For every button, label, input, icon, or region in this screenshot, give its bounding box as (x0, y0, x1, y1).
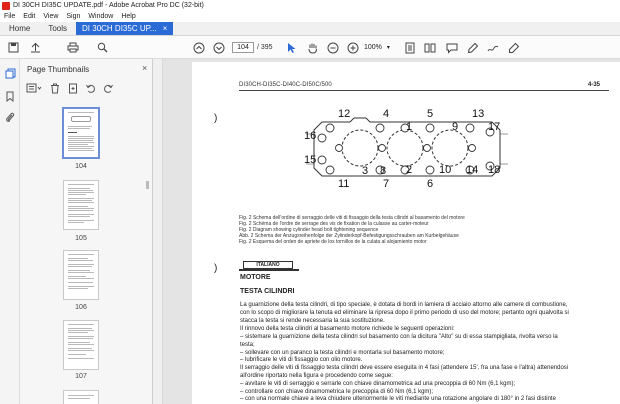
bolt-label: 10 (439, 164, 452, 176)
toolbar (0, 36, 620, 59)
print-icon[interactable] (67, 41, 79, 54)
page-total: / 395 (257, 44, 273, 51)
body-text: – con una normale chiave a leva chiudere ulteriormente le viti mediante una rotazione angolare di 180° in 2 fasi distinte (240, 396, 556, 402)
thumbnail-label: 106 (75, 304, 87, 311)
panel-scrollbar[interactable] (145, 104, 150, 404)
menu-file[interactable]: File (4, 13, 16, 20)
acrobat-logo-icon (2, 2, 10, 10)
bolt-label: 15 (304, 154, 317, 166)
bolt-label: 17 (488, 121, 501, 133)
bolt-label: 18 (488, 164, 501, 176)
tab-home[interactable]: Home (9, 24, 31, 33)
select-cursor-icon[interactable] (287, 41, 297, 54)
bolt-label: 12 (338, 108, 351, 120)
tab-bar (0, 22, 620, 36)
bolt-label: 14 (466, 164, 479, 176)
bolt-label: 7 (383, 178, 390, 190)
thumbnail-label: 104 (75, 163, 87, 170)
bolt-label: 11 (338, 178, 350, 190)
bookmark-icon[interactable] (4, 90, 16, 102)
left-rail (0, 59, 20, 404)
page-thumbnail[interactable] (64, 181, 98, 229)
thumbnail-label: 105 (75, 235, 87, 242)
language-label: ITALIANO (243, 261, 293, 269)
hand-tool-icon[interactable] (307, 41, 318, 54)
bolt-label: 2 (406, 164, 413, 176)
body-text: testa; (240, 342, 255, 348)
subsection-heading: TESTA CILINDRI (240, 288, 295, 295)
attachment-icon[interactable] (4, 111, 16, 123)
page-thumbnail[interactable] (64, 391, 98, 404)
figure-caption: Abb. 2 Schema der Anzugsreihenfolge der Zylinderkopf-Befestigungsschrauben am Kurbelgehäuse (239, 233, 459, 239)
zoom-in-icon[interactable] (347, 41, 359, 54)
menu-help[interactable]: Help (121, 13, 136, 20)
draw-icon[interactable] (487, 41, 499, 54)
body-text: Il rinnovo della testa cilindri al basamento motore richiede le seguenti operazioni: (240, 326, 455, 332)
panel-scroll-thumb[interactable] (146, 181, 149, 189)
bolt-label: 16 (304, 130, 317, 142)
section-heading: MOTORE (240, 274, 271, 281)
panel-title: Page Thumbnails (27, 65, 90, 74)
bolt-label: 5 (427, 108, 434, 120)
figure-caption: Fig. 2 Diagram showing cylinder head bolt tightening sequence (239, 227, 379, 233)
title-bar (0, 0, 620, 11)
body-text: – controllare con chiave dinamometrica le precoppia di 60 Nm (6,1 kgm); (240, 389, 434, 395)
highlight-pen-icon[interactable] (467, 41, 479, 54)
upload-icon[interactable] (30, 41, 41, 54)
panel-toolbar (26, 81, 114, 95)
page-header-model: DI30CH-DI35C-DI40C-DI50C/500 (239, 82, 332, 88)
figure-caption: Fig. 2 Schema dell'ordine di serraggio delle viti di fissaggio della testa cilindri al basamento del motore (239, 215, 465, 221)
figure-caption: Fig. 2 Schéma de l'ordre de serrage des vis de fixation de la culasse au carter-moteur (239, 221, 429, 227)
binding-mark: ) (214, 113, 218, 124)
page-thumbnail[interactable] (64, 251, 98, 299)
body-text: stacca la testa si rende necessaria la sua sostituzione. (240, 318, 385, 324)
bolt-label: 8 (380, 165, 387, 177)
menu-window[interactable]: Window (88, 13, 114, 20)
header-rule (239, 90, 609, 91)
body-text: – sollevare con un paranco la testa cilindri e montarla sul basamento motore; (240, 350, 445, 356)
rotate-counterclockwise-icon[interactable] (85, 83, 96, 94)
binding-mark: ) (214, 263, 218, 274)
body-text: Il serraggio delle viti di fissaggio testa cilindri deve essere eseguita in 4 fasi (attendere 15', fra una fase e l'altra) attenendosi (240, 365, 569, 371)
page-number-input[interactable]: 104 (232, 42, 254, 53)
menu-sign[interactable]: Sign (66, 13, 81, 20)
body-text: La guarnizione della testa cilindri, di tipo speciale, è dotata di bordi in lamiera di acciaio attorno alle camere di combustione, (240, 302, 568, 308)
body-text: all'ordine riportato nella figura e procedendo come segue: (240, 373, 393, 379)
viewer-scrollbar[interactable] (153, 59, 163, 404)
bolt-label: 6 (427, 178, 434, 190)
fit-page-icon[interactable] (404, 41, 416, 54)
scroll-mode-icon[interactable] (424, 41, 436, 54)
menu-view[interactable]: View (43, 13, 59, 20)
page-header-number: 4-35 (588, 82, 601, 88)
zoom-level-select[interactable] (364, 42, 392, 53)
tab-document[interactable] (76, 22, 173, 35)
save-icon[interactable] (8, 41, 19, 54)
body-text: con lo scopo di migliorare la tenuta ed eliminare la ripresa dopo il primo periodo di uso del motore; pertanto ogni qualvolta si (240, 310, 569, 316)
search-icon[interactable] (97, 41, 108, 54)
thumbnail-label: 107 (75, 373, 87, 380)
bolt-label: 4 (383, 108, 390, 120)
chevron-down-icon: ▾ (386, 45, 390, 51)
page-thumbnail[interactable] (64, 109, 98, 157)
delete-page-icon[interactable] (49, 83, 60, 94)
insert-page-icon[interactable] (67, 83, 78, 94)
bolt-label: 9 (452, 121, 459, 133)
figure-caption: Fig. 2 Esquema del orden de apriete de los tornillos de la culata al alojamiento motor (239, 239, 427, 245)
bolt-label: 3 (362, 165, 369, 177)
window-title: DI 30CH DI35C UPDATE.pdf - Adobe Acrobat Pro DC (32-bit) (13, 2, 204, 9)
tab-document-label: DI 30CH DI35C UP... (82, 24, 157, 33)
previous-page-icon[interactable] (193, 41, 205, 54)
close-panel-icon[interactable]: × (142, 63, 148, 73)
zoom-out-icon[interactable] (327, 41, 339, 54)
thumbnails-panel (20, 59, 153, 404)
language-rule (239, 269, 299, 271)
menu-bar (0, 11, 620, 22)
bolt-label: 13 (472, 108, 485, 120)
next-page-icon[interactable] (213, 41, 225, 54)
options-menu-icon[interactable] (26, 83, 42, 94)
body-text: – sistemare la guarnizione della testa cilindri sul basamento con la dicitura "Alto" su di essa stampigliata, rivolta verso la (240, 334, 558, 340)
menu-edit[interactable]: Edit (23, 13, 36, 20)
page-thumbnail[interactable] (64, 321, 98, 369)
rotate-clockwise-icon[interactable] (103, 83, 114, 94)
comment-icon[interactable] (446, 41, 458, 54)
zoom-level-value: 100% (364, 44, 382, 51)
sign-icon[interactable] (508, 41, 520, 54)
cylinder-head-outline (292, 104, 522, 194)
page-thumbnails-icon[interactable] (4, 67, 16, 79)
tab-tools[interactable]: Tools (48, 24, 68, 33)
body-text: – lubrificare le viti di fissaggio con olio motore. (240, 357, 363, 363)
bolt-label: 1 (406, 121, 413, 133)
body-text: – avvitare le viti di serraggio e serrarle con chiave dinamometrica ad una precoppia di 60 Nm (6,1 kgm); (240, 381, 516, 387)
close-tab-icon[interactable]: × (162, 24, 168, 33)
